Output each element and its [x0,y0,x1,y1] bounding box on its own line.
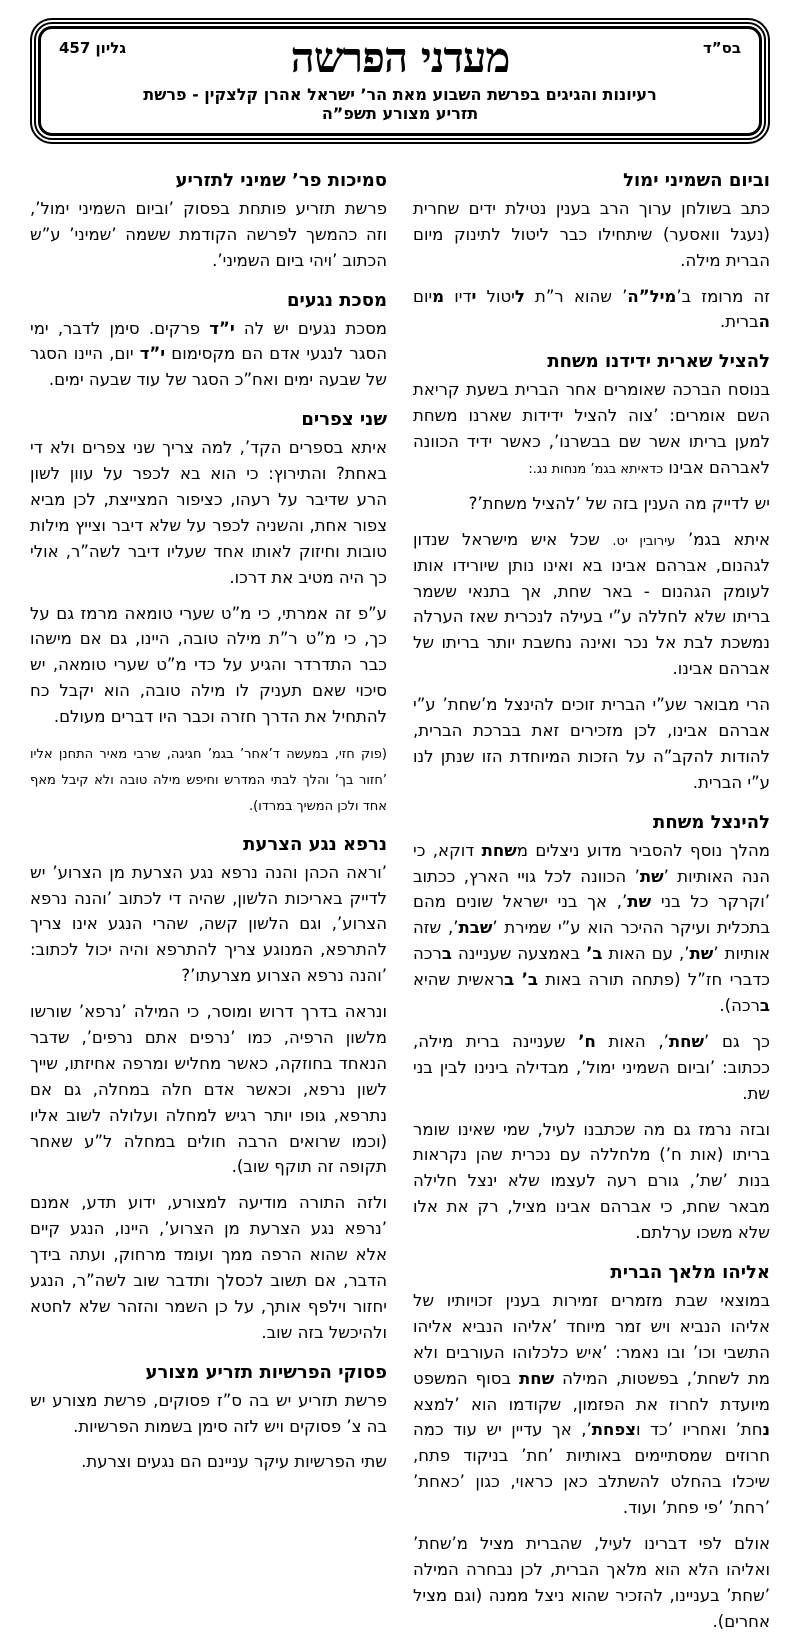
paragraph [30,1449,387,1475]
text-segment: ב [441,944,452,964]
text-segment: ’וראה הכהן והנה נרפא נגע הצרעת מן הצרוע’ יש לדייק באריכות הלשון, שהיה די לכתוב ’והנה נרפא הצרוע’, וגם הלשון קשה, שהרי הנגע אינו צריך להתרפא, המנוגע צריך להתרפא והיה יכול לכתוב: ’והנה נרפא הצרוע מצרעתו’? [30,862,387,986]
text-segment: י”ד [209,318,235,338]
text-segment: איתא בגמ’ [675,529,770,549]
paragraph [413,1029,770,1107]
paragraph [413,1288,770,1521]
text-segment: ונראה בדרך דרוש ומוסר, כי המילה ’נרפא’ שורשו מלשון הרפיה, כמו ’נרפים אתם נרפים’, שדבר הנאחד בחוזקה, כאשר מחליש ומרפה אחיזתו, שייך לשון נרפא, וכאשר אדם חלה במחלה, גם אם נתרפא, גופו יותר רגיש למחלה ועלולה לשוב אליו (וכמו שרואים הרבה חולים במחלה ל”ע שאחר תקופה זה תוקף שוב). [30,1002,387,1177]
issue-number: גליון 457 [59,39,127,57]
text-segment: כתב בשולחן ערוך הרב בענין נטילת ידים שחרית (נעגל וואסער) שיתחילו כבר ליטול לתינוק מיום הברית מילה. [413,198,770,270]
text-segment: מסכת נגעים יש לה [234,318,388,338]
content-columns [30,168,770,1645]
section-heading: נרפא נגע הצרעת [243,833,387,855]
text-segment: ’ שהוא ר”ת [524,286,628,306]
text-segment: ’, האות [595,1031,669,1051]
text-segment: שחת [668,1031,704,1051]
text-segment: ’, אך בני ישראל שונים מהם בתכלית ועיקר ההיכר הוא ע”י שמירת ’ [413,892,770,938]
text-segment: יטול [476,286,515,306]
text-segment: שת [627,892,652,912]
text-segment: כך גם ’ [704,1031,770,1051]
text-segment: בסוף המשפט מיועדת לחרוז את הפזמון, שקודמו הוא ’למצא [413,1368,770,1414]
text-segment: פרקים. סימן לדבר, ימי הסגר לנגעי אדם הם מקסימום [30,318,387,364]
text-segment: עירובין יט. [612,533,676,549]
section-heading: אליהו מלאך הברית [610,1262,770,1283]
text-segment: ב [504,970,515,990]
paragraph [413,491,770,517]
text-segment: רכה). [719,995,760,1015]
paragraph [30,860,387,989]
paragraph [30,999,387,1180]
text-segment: ה [758,312,770,332]
text-segment: שכל איש מישראל שנדון לגהנום, אברהם אבינו בא ואינו נותן שיורידו אותו לעומק הגהנום - באר שחת, אך בתנאי ששמר בריתו שלא לחללה ע”י בעילה לנכרית שאז הערלה נמשכת לבת אל נכר ואינה נחשבת יותר בריתו של אברהם אבינו. [413,529,770,679]
text-segment: ’, עם האות [602,944,690,964]
paragraph [30,740,387,818]
text-segment: ח’ [578,1031,596,1051]
section-heading: פסוקי הפרשיות תזריע מצורע [145,1361,387,1383]
text-segment: שתי הפרשיות עיקר עניינם הם נגעים וצרעת. [81,1452,387,1472]
text-segment: שחת [518,1368,555,1388]
paragraph [30,316,387,394]
text-segment: כדאיתא בגמ’ מנחות נג.: [528,461,664,477]
section-heading: להינצל משחת [653,811,770,833]
paragraph [30,1388,387,1440]
text-segment: איתא בספרים הקד’, למה צריך שני צפרים ולא די באחת? והתירוץ: כי הוא בא לכפר על עוון לשון הרע שדיבר על רעהו, כציפור המצייצת, לכן מביא צפור אחת, והשניה לכפר על שלא דיבר וצייץ מילות טובות וחיזוק לאותו אחד שעליו דיבר לשה”ר, אולי כך היה מטיב את דרכו. [30,438,387,587]
paragraph [30,435,387,590]
masthead-border-middle [34,22,766,140]
text-segment: ולזה התורה מודיעה למצורע, ידוע תדע, אמנם ’נרפא נגע הצרעת מן הצרוע’, היינו, הנגע קיים אלא שהוא הרפה ממך ועומד מרחוק, ועתה בידך הדבר, אם תשוב לכסלך ותדבר שוב לשה”ר, הנגע יחזור וילפף אותך, על כן השמר והזהר שלא לחטא ולהיכשל בזה שוב. [30,1193,387,1342]
text-segment: במוצאי שבת מזמרים זמירות בענין זכויותיו של אליהו הנביא ויש זמר מיוחד ’אליהו הנביא אליהו התשבי וכו’ ובו נאמר: ’איש כלכלוהו העורבים ולא מת לשחת’, בפשטות, המילה [413,1291,770,1388]
paragraph [413,377,770,481]
text-segment: מ [432,286,445,306]
text-segment: דיו [444,286,472,306]
text-segment: יש לדייק מה הענין בזה של ’להציל משחת’? [468,493,770,513]
text-segment: נ [762,1420,770,1440]
section-heading: וביום השמיני ימול [623,169,770,191]
text-segment: פרשת תזריע פותחת בפסוק ’וביום השמיני ימול’, וזה כהמשך לפרשה הקודמת ששמה ’שמיני’ ע”ש הכתוב ’ויהי ביום השמיני’. [30,198,387,270]
text-segment: מיל”ה [627,286,677,306]
text-segment: רכה כדברי חז”ל (פתחה תורה באות [413,944,770,990]
text-segment: ל [514,286,525,306]
masthead-border-outer [30,18,770,144]
text-segment: ’ הכוונה לכל גויי הארץ, ככתוב ’וקרקר כל בני [413,866,770,912]
text-segment: שת [689,944,714,964]
section-heading: מסכת נגעים [286,289,387,311]
paragraph [413,284,770,336]
text-segment: צפחת [591,1420,637,1440]
masthead-border-inner [38,26,762,136]
text-segment: פרשת תזריע יש בה ס”ז פסוקים, פרשת מצורע יש בה צ’ פסוקים ויש לזה סימן בשמות הפרשיות. [30,1390,387,1436]
text-segment: שבת [458,918,493,938]
paragraph [30,1190,387,1345]
text-segment [514,970,521,989]
bsd-label: בס”ד [702,39,741,57]
column-left [30,168,387,1645]
text-segment: ב’ [586,944,603,964]
paragraph [30,601,387,730]
text-segment: באמצעה שעניינה [451,944,587,964]
masthead [30,18,770,144]
text-segment: ב [759,995,770,1015]
text-segment: ב’ [521,970,538,990]
section-heading: סמיכות פר’ שמיני לתזריע [175,169,387,191]
text-segment: שת [639,866,664,886]
section-heading: שני צפרים [301,409,387,431]
text-segment: דוקא, כי הנה האותיות ’ [413,840,770,886]
text-segment: שעניינה ברית מילה, ככתוב: ’וביום השמיני ימול’, מבדילה בינינו לבין בני שת. [413,1031,770,1103]
text-segment: ’, שזה אותיות ’ [413,918,771,964]
text-segment: ברית. [720,312,759,332]
text-segment: חת’ ואחריו ’כד ו [636,1420,763,1440]
text-segment: ’, אך עדיין יש עוד כמה חרוזים שמסתיימים באותיות ’חת’ בניקוד פתח, שיכלו בהחלט להשתלב כאן כראוי, כגון ’כאחת’ ’רחת’ ’פי פחת’ ועוד. [413,1420,770,1518]
paragraph [413,1117,770,1246]
text-segment: י”ד [139,344,166,364]
text-segment: הרי מבואר שע”י הברית זוכים להינצל מ’שחת’ ע”י אברהם אבינו, לכן מזכירים זאת בברכת הברית, להודות להקב”ה על הזכות המיוחדת הזו שנתן לנו ע”י הברית. [413,695,770,792]
section-heading: להציל שארית ידידנו משחת [547,351,770,373]
paragraph [30,196,387,274]
text-segment: בנוסח הברכה שאומרים אחר הברית בשעת קריאת השם אומרים: ’צוה להציל ידידות שארנו משחת למען בריתו אשר שם בבשרנו’, כאשר ידיד הכוונה לאברהם אבינו [413,380,770,477]
text-segment: ראשית שהיא [413,970,505,990]
text-segment: (פוק חזי, במעשה ד’אחר’ בגמ’ חגיגה, שרבי מאיר התחנן אליו ’חזור בך’ והלך לבתי המדרש וחיפש מילה טובה ולא קיבל מאף אחד ולכן המשיך במרדו). [30,746,387,814]
text-segment: שחת [481,840,517,860]
text-segment: זה מרומז ב’ [676,286,770,306]
text-segment: יום [413,286,433,306]
newsletter-subtitle: רעיונות והגיגים בפרשת השבוע מאת הר’ ישראל אהרן קלצקין - פרשת תזריע מצורע תשפ”ה [143,84,657,123]
text-segment: יום, היינו הסגר של שבעה ימים ואח”כ הסגר של עוד שבעה ימים. [30,344,387,390]
text-segment: ע”פ זה אמרתי, כי מ”ט שערי טומאה מרמז גם על כך, כי מ”ט ר”ת מילה טובה, היינו, גם אם מישהו כבר התדרדר והגיע על כדי מ”ט שערי טומאה, יש סיכוי שאם תעניק לו מילה טובה, הוא יקבל כח להתחיל את הדרך חזרה וכבר היו דברים מעולם. [30,603,387,727]
column-right [413,168,770,1645]
paragraph [413,196,770,274]
text-segment: י [471,286,477,306]
paragraph [413,838,770,1019]
newsletter-title: מעדני הפרשה [290,33,510,82]
text-segment: מהלך נוסף להסביר מדוע ניצלים מ [516,840,770,860]
paragraph [413,692,770,796]
paragraph [413,527,770,682]
paragraph [413,1531,770,1635]
text-segment: ובזה נרמז גם מה שכתבנו לעיל, שמי שאינו שומר בריתו (אות ח’) מלחללה עם נכרית שהן נקראות בנות ’שת’, גורם רעה לעצמו שלא ינצל חלילה מבאר שחת, כי אברהם אבינו מציל, רק את אלו שלא משכו ערלתם. [413,1119,770,1243]
text-segment: אולם לפי דברינו לעיל, שהברית מציל מ’שחת’ ואליהו הלא הוא מלאך הברית, לכן נבחרה המילה ’שחת’ בעניינו, להזכיר שהוא ניצל ממנה (וגם מציל אחרים). [413,1534,770,1631]
